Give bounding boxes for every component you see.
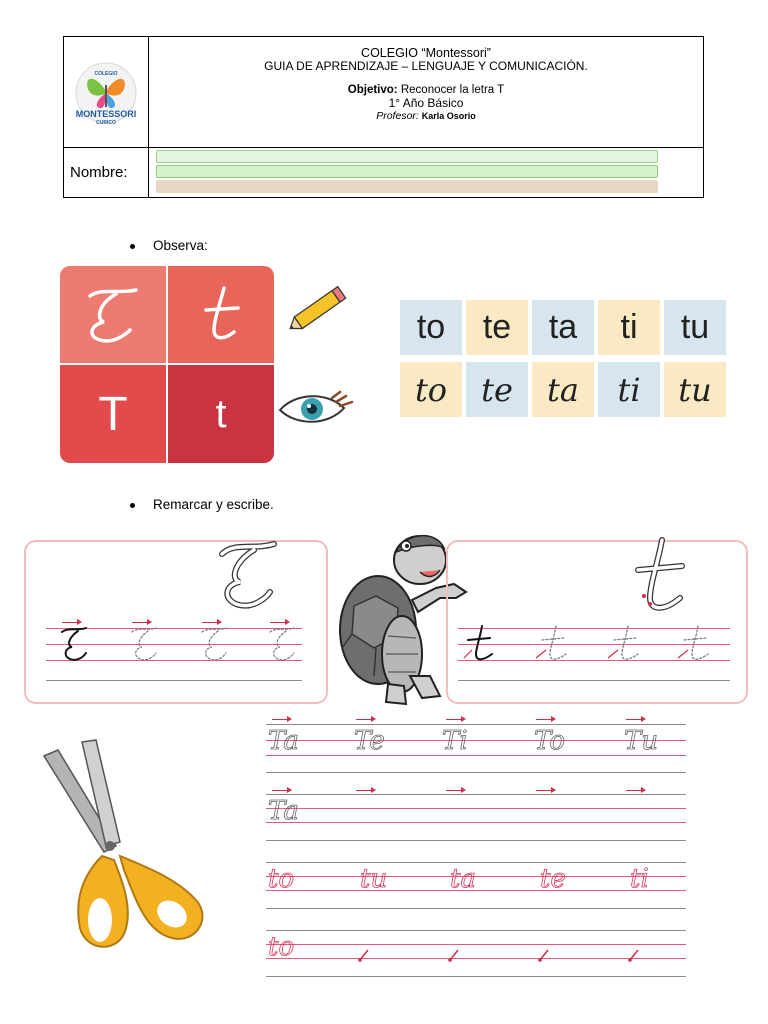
syllable-print-te: te xyxy=(466,300,528,355)
base-line xyxy=(458,680,730,681)
school-logo-icon xyxy=(64,37,148,147)
teacher xyxy=(149,110,703,123)
row3-guide xyxy=(266,890,686,891)
grade: 1° Año Básico xyxy=(388,96,464,110)
header-table xyxy=(63,36,704,198)
trace-word: Ta xyxy=(268,726,299,756)
scissors-icon xyxy=(36,738,216,964)
name-label: Nombre: xyxy=(70,164,128,181)
row2-guide xyxy=(266,822,686,823)
syllable-cursive-ti: ti xyxy=(598,362,660,417)
direction-arrow-icon xyxy=(356,719,374,720)
row4-top-line xyxy=(266,930,686,931)
school-name: COLEGIO “Montessori” xyxy=(361,46,491,60)
direction-arrow-icon xyxy=(270,622,288,623)
objective-label: Objetivo: xyxy=(347,84,398,96)
eye-icon xyxy=(276,386,356,432)
syllable-print-to: to xyxy=(400,300,462,355)
trace-word: To xyxy=(534,726,565,756)
objective-text: Reconocer la letra T xyxy=(400,84,505,96)
big-cursive-upper-t-icon xyxy=(214,536,282,616)
direction-arrow-icon xyxy=(446,719,464,720)
bullet-icon xyxy=(130,244,135,249)
syllable-cursive-te: te xyxy=(466,362,528,417)
syllable-cursive-ta: ta xyxy=(532,362,594,417)
logo-cell xyxy=(64,37,149,147)
direction-arrow-icon xyxy=(272,719,290,720)
syllable-print-tu: tu xyxy=(664,300,726,355)
logo-sub-text: CURICO xyxy=(96,120,116,126)
trace-word: Te xyxy=(354,726,385,756)
logo-main-text: MONTESSORI xyxy=(75,109,137,119)
direction-arrow-icon xyxy=(626,790,644,791)
row1-base-line xyxy=(266,772,686,773)
name-line-3[interactable] xyxy=(156,180,658,193)
trace-word: te xyxy=(540,864,566,894)
trace-word: Ta xyxy=(268,796,299,826)
direction-arrow-icon xyxy=(536,790,554,791)
row1-guide xyxy=(266,755,686,756)
teacher-name: Karla Osorio xyxy=(421,111,476,121)
direction-arrow-icon xyxy=(202,622,220,623)
trace-word: tu xyxy=(360,864,388,894)
pencil-icon xyxy=(282,280,354,338)
section-observa xyxy=(130,238,208,253)
tile-cursive-upper xyxy=(60,266,166,363)
section-remarcar xyxy=(130,497,274,512)
section-observa-label: Observa: xyxy=(153,238,208,253)
upper-t-trace-row xyxy=(58,624,308,664)
name-line-2[interactable] xyxy=(156,165,658,178)
row2-top-line xyxy=(266,794,686,795)
syllable-cursive-tu: tu xyxy=(664,362,726,417)
name-line-1[interactable] xyxy=(156,150,658,163)
direction-arrow-icon xyxy=(356,790,374,791)
direction-arrow-icon xyxy=(536,719,554,720)
big-cursive-lower-t-icon xyxy=(622,534,698,618)
row1-guide xyxy=(266,740,686,741)
direction-arrow-icon xyxy=(626,719,644,720)
row3-base-line xyxy=(266,908,686,909)
row3-top-line xyxy=(266,862,686,863)
section-remarcar-label: Remarcar y escribe. xyxy=(153,497,274,512)
teacher-label: Profesor: xyxy=(376,110,419,122)
row-separator xyxy=(64,147,703,148)
direction-arrow-icon xyxy=(132,622,150,623)
syllable-cursive-to: to xyxy=(400,362,462,417)
row3-guide xyxy=(266,876,686,877)
trace-word: Ti xyxy=(442,726,468,756)
row2-guide xyxy=(266,808,686,809)
base-line xyxy=(46,680,302,681)
guide-title: GUIA DE APRENDIZAJE – LENGUAJE Y COMUNICACIÓN. xyxy=(264,59,588,73)
trace-word: Tu xyxy=(624,726,659,756)
trace-word: ta xyxy=(450,864,476,894)
syllable-print-ta: ta xyxy=(532,300,594,355)
direction-arrow-icon xyxy=(446,790,464,791)
lower-t-trace-row xyxy=(458,622,730,664)
direction-arrow-icon xyxy=(272,790,290,791)
name-separator xyxy=(148,147,149,198)
row2-base-line xyxy=(266,840,686,841)
header-info xyxy=(149,37,703,147)
tile-print-upper: T xyxy=(60,365,166,463)
letter-grid xyxy=(60,266,274,463)
trace-word: to xyxy=(268,932,295,962)
bullet-icon xyxy=(130,503,135,508)
syllable-print-ti: ti xyxy=(598,300,660,355)
trace-word: ti xyxy=(630,864,649,894)
tile-cursive-lower xyxy=(168,266,274,363)
direction-arrow-icon xyxy=(62,622,80,623)
cursive-lower-t-icon xyxy=(186,280,256,350)
trace-word: to xyxy=(268,864,295,894)
stroke-start-marks xyxy=(350,944,650,964)
tile-print-lower: t xyxy=(168,365,274,463)
row1-top-line xyxy=(266,724,686,725)
cursive-upper-t-icon xyxy=(78,280,148,350)
logo-top-text: COLEGIO xyxy=(94,71,118,77)
row4-base-line xyxy=(266,976,686,977)
